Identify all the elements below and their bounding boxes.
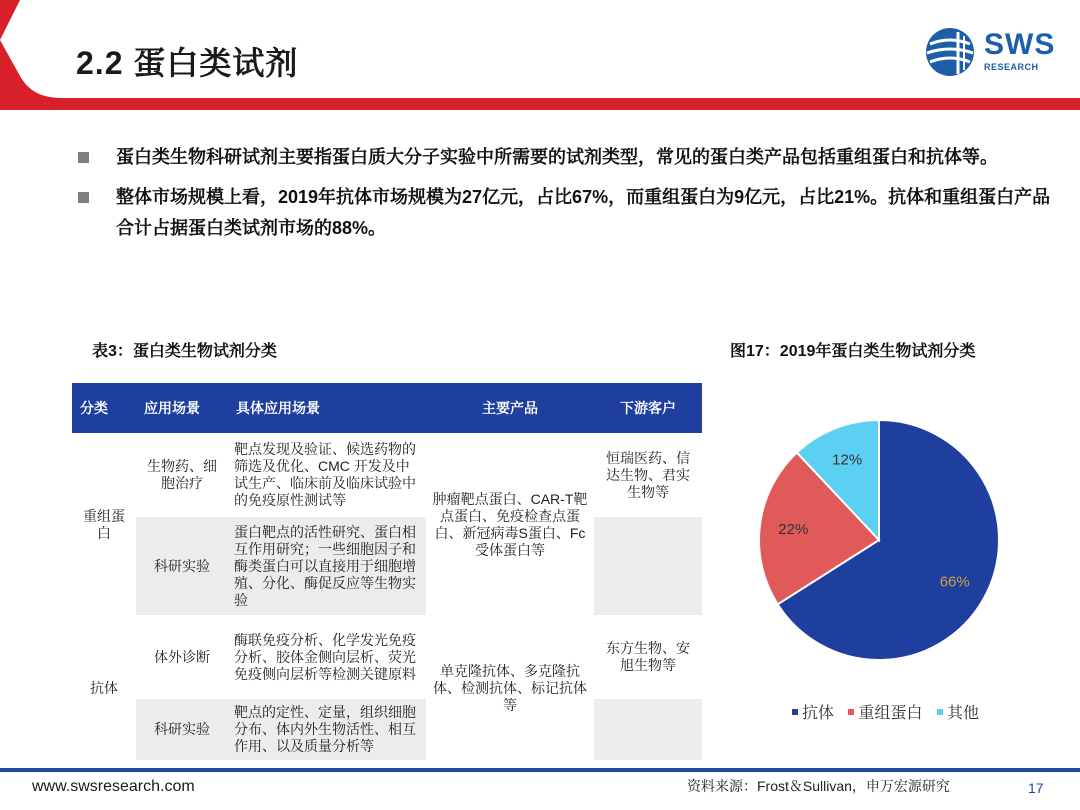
scene-cell: 体外诊断	[136, 616, 228, 698]
bullet-text: 蛋白类生物科研试剂主要指蛋白质大分子实验中所需要的试剂类型，常见的蛋白类产品包括重组蛋白和抗体等。	[116, 147, 998, 167]
logo-text: SWS	[984, 28, 1056, 61]
product-cell: 单克隆抗体、多克隆抗体、检测抗体、标记抗体等	[426, 616, 594, 760]
footer-url: www.swsresearch.com	[32, 778, 195, 795]
table-row	[72, 516, 702, 616]
sws-globe-icon	[924, 24, 980, 80]
table-row	[72, 698, 702, 760]
legend-swatch-other	[937, 709, 943, 715]
scene-cell: 科研实验	[136, 698, 228, 760]
pie-value-label: 66%	[939, 573, 970, 591]
header-scene: 应用场景	[136, 383, 228, 434]
legend-label: 重组蛋白	[858, 705, 923, 722]
page-title: 2.2 蛋白类试剂	[76, 45, 299, 81]
table-header-row	[72, 383, 702, 434]
footer-divider	[0, 768, 1080, 772]
page-number: 17	[1028, 780, 1044, 796]
legend-label: 其他	[946, 705, 979, 722]
detail-cell: 靶点发现及验证、候选药物的筛选及优化、CMC 开发及中试生产、临床前及临床试验中的免疫原性测试等	[228, 434, 426, 516]
bullet-item	[76, 142, 1056, 173]
detail-cell: 靶点的定性、定量，组织细胞分布、体内外生物活性、相互作用、以及质量分析等	[228, 698, 426, 760]
scene-cell: 生物药、细胞治疗	[136, 434, 228, 516]
customer-cell: 恒瑞医药、信达生物、君实生物等	[594, 434, 702, 516]
bullet-square-icon	[78, 192, 89, 203]
pie-value-label: 12%	[832, 451, 863, 469]
figure-caption: 图17：2019年蛋白类生物试剂分类	[730, 343, 976, 360]
category-cell: 重组蛋白	[72, 434, 136, 616]
legend-label: 抗体	[802, 705, 835, 722]
footer-source: 资料来源：Frost＆Sullivan，申万宏源研究	[687, 778, 950, 794]
chart-legend	[782, 700, 979, 723]
protein-reagent-pie-chart	[744, 410, 1014, 680]
header-category: 分类	[72, 383, 136, 434]
category-cell: 抗体	[72, 616, 136, 760]
bullet-item	[76, 182, 1056, 244]
customer-cell: 东方生物、安旭生物等	[594, 616, 702, 698]
bullet-square-icon	[78, 152, 89, 163]
sws-logo	[924, 24, 1064, 80]
detail-cell: 酶联免疫分析、化学发光免疫分析、胶体金侧向层析、荧光免疫侧向层析等检测关键原料	[228, 616, 426, 698]
classification-table	[72, 383, 702, 760]
table-caption: 表3：蛋白类生物试剂分类	[92, 343, 277, 360]
header-product: 主要产品	[426, 383, 594, 434]
pie-value-label: 22%	[778, 521, 809, 539]
customer-empty-cell	[594, 698, 702, 760]
bullet-list	[76, 142, 1056, 253]
logo-subtext: RESEARCH	[984, 62, 1039, 72]
detail-cell: 蛋白靶点的活性研究、蛋白相互作用研究；一些细胞因子和酶类蛋白可以直接用于细胞增殖、分化、酶促反应等生物实验	[228, 516, 426, 616]
header-customer: 下游客户	[594, 383, 702, 434]
table-row	[72, 434, 702, 516]
title-bar	[0, 0, 1080, 110]
table-row	[72, 616, 702, 698]
legend-swatch-recombinant	[848, 709, 854, 715]
legend-swatch-antibody	[792, 709, 798, 715]
product-cell: 肿瘤靶点蛋白、CAR-T靶点蛋白、免疫检查点蛋白、新冠病毒S蛋白、Fc受体蛋白等	[426, 434, 594, 616]
customer-empty-cell	[594, 516, 702, 616]
scene-cell: 科研实验	[136, 516, 228, 616]
bullet-text: 整体市场规模上看，2019年抗体市场规模为27亿元，占比67%，而重组蛋白为9亿元，占比21%。抗体和重组蛋白产品合计占据蛋白类试剂市场的88%。	[116, 187, 1051, 238]
header-detail: 具体应用场景	[228, 383, 426, 434]
